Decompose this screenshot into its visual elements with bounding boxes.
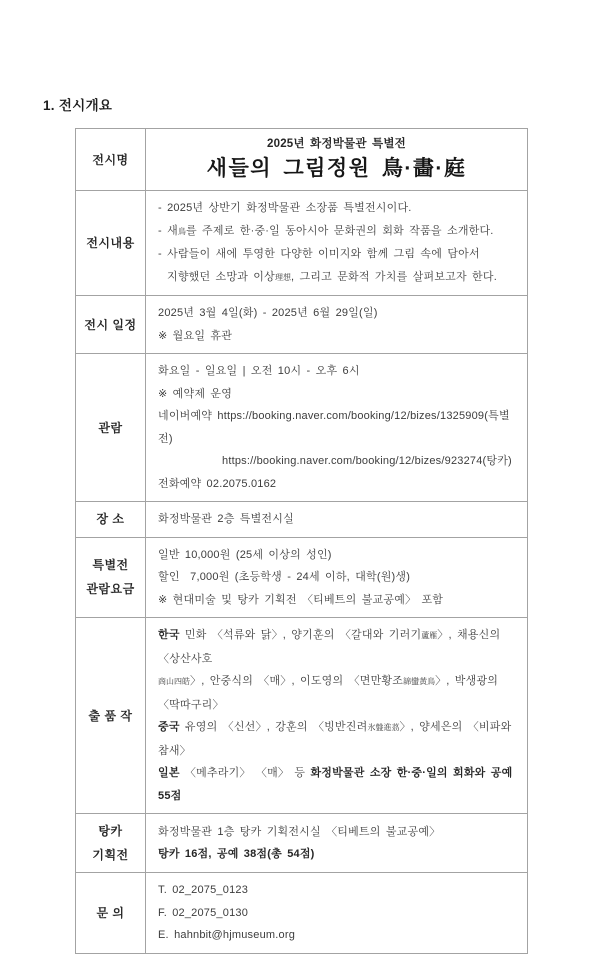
row-content-admission-fee	[146, 538, 527, 618]
text-line	[158, 821, 515, 844]
row-content-exhibition-content	[146, 191, 527, 295]
hanja-annotation: 鳥	[177, 226, 186, 236]
row-label-text: 탕카	[98, 824, 123, 838]
text-line	[158, 197, 515, 220]
row-content-contact	[146, 873, 527, 953]
text-segment: 중국	[158, 721, 180, 733]
row-label-venue	[76, 502, 146, 537]
table-row-exhibited-works	[76, 618, 527, 814]
table-row-exhibition-content	[76, 191, 527, 296]
row-label-text: 관람요금	[86, 582, 135, 597]
text-segment: 한국	[158, 629, 180, 641]
text-line	[158, 566, 515, 589]
row-label-text: 출 품 작	[88, 708, 133, 723]
row-label-text: 장 소	[96, 512, 125, 527]
text-segment: 화정박물관 소장 한·중·일의 회화와 공예 55점	[158, 767, 518, 802]
row-label-admission-fee	[76, 538, 146, 618]
text-segment: 유영의 〈신선〉, 강훈의 〈빙반진려	[179, 721, 368, 733]
row-label-exhibition-content	[76, 191, 146, 295]
text-line	[158, 762, 518, 807]
text-segment: 화정박물관 2층 특별전시실	[158, 513, 294, 525]
text-line	[158, 243, 515, 266]
table-row-viewing-info	[76, 354, 527, 502]
text-segment: 〈메추라기〉 〈매〉 등	[179, 767, 311, 779]
text-segment: 지향했던 소망과 이상	[167, 270, 275, 283]
text-segment: 일본	[158, 767, 180, 779]
text-segment: 〉, 박생광의 〈딱따구리〉	[158, 675, 504, 711]
booking-link-thangka[interactable]: https://booking.naver.com/booking/12/bizes/923274	[222, 455, 483, 467]
text-segment: 할인 7,000원 (초등학생 - 24세 이하, 대학(원)생)	[158, 571, 411, 583]
table-row-contact	[76, 873, 527, 953]
text-line	[158, 879, 515, 902]
text-line	[158, 302, 515, 325]
row-label-text: 전시내용	[86, 236, 135, 250]
row-content-exhibited-works	[146, 618, 527, 813]
text-line	[158, 624, 515, 670]
row-content-exhibition-name	[146, 129, 527, 190]
row-label-exhibition-name	[76, 129, 146, 190]
row-content-venue	[146, 502, 527, 537]
text-segment: ※ 월요일 휴관	[158, 329, 233, 342]
text-segment: 전화예약 02.2075.0162	[158, 477, 277, 490]
text-line	[158, 383, 515, 406]
table-row-admission-fee	[76, 538, 527, 619]
text-segment: 2025년 3월 4일(화) - 2025년 6월 29일(일)	[158, 307, 378, 319]
text-line	[158, 716, 515, 762]
maintitle-line	[158, 154, 515, 184]
row-content-viewing-info	[146, 354, 527, 501]
text-segment: 〉, 안중식의 〈매〉, 이도영의 〈면만황조	[190, 675, 404, 687]
section-heading: 1. 전시개요	[43, 98, 113, 113]
hanja-annotation: 商山四皓	[158, 677, 190, 686]
exhibition-table	[75, 128, 528, 954]
text-line	[158, 405, 515, 450]
text-segment: 탕카 16점, 공예 38점(총 54점)	[158, 848, 315, 860]
row-content-thangka-exhibition	[146, 814, 527, 872]
hanja-annotation: 氷盤進茘	[367, 723, 400, 732]
text-line	[158, 450, 515, 473]
row-label-text: 특별전	[92, 558, 129, 573]
text-segment: 일반 10,000원 (25세 이상의 성인)	[158, 548, 332, 561]
row-label-text: 전시명	[92, 152, 129, 167]
text-segment: E.	[158, 929, 175, 941]
text-line	[158, 220, 515, 244]
text-segment: F. 02_2075_0130	[158, 906, 249, 919]
text-line	[158, 266, 515, 290]
text-segment: ※ 예약제 운영	[158, 387, 233, 400]
text-line	[158, 843, 515, 866]
text-segment: 화정박물관 1층 탕카 기획전시실 〈티베트의 불교공예〉	[158, 825, 441, 838]
row-label-text: 전시 일정	[84, 317, 137, 332]
text-segment: 를 주제로 한·중·일 동아시아 문화권의 회화 작품을 소개한다.	[185, 224, 494, 237]
text-segment: (특별전)	[158, 410, 510, 445]
hanja-annotation: 蘆雁	[421, 631, 438, 640]
text-line	[158, 360, 515, 383]
text-line	[158, 670, 515, 716]
table-row-thangka-exhibition	[76, 814, 527, 873]
booking-link-special[interactable]: https://booking.naver.com/booking/12/bizes/1325909	[217, 410, 485, 422]
text-segment: (탕카)	[482, 455, 512, 467]
text-line	[158, 473, 515, 496]
text-segment: , 그리고 문화적 가치를 살펴보고자 한다.	[290, 270, 497, 283]
text-segment: - 사람들이 새에 투영한 다양한 이미지와 함께 그림 속에 담아서	[158, 248, 480, 260]
table-row-exhibition-schedule	[76, 296, 527, 354]
table-row-venue	[76, 502, 527, 538]
email-link[interactable]: hahnbit@hjmuseum.org	[174, 929, 296, 941]
text-segment: 네이버예약	[158, 410, 218, 422]
text-line	[158, 325, 515, 348]
subtitle-line	[158, 135, 515, 154]
text-segment: - 2025년 상반기 화정박물관 소장품 특별전시이다.	[158, 202, 412, 214]
text-segment: 새들의 그림정원 鳥·畵·庭	[206, 157, 467, 180]
row-label-exhibition-schedule	[76, 296, 146, 353]
text-segment: 〉, 채용신의 〈상산사호	[158, 629, 506, 665]
text-line	[158, 508, 515, 531]
text-segment: 민화 〈석류와 닭〉, 양기훈의 〈갈대와 기러기	[179, 629, 422, 641]
text-line	[158, 924, 515, 947]
text-line	[158, 902, 515, 925]
text-line	[158, 544, 515, 567]
row-label-exhibited-works	[76, 618, 146, 813]
text-segment: - 새	[158, 224, 178, 237]
text-line	[158, 589, 515, 612]
row-label-text: 기획전	[92, 848, 129, 862]
hanja-annotation: 理想	[274, 272, 291, 282]
row-label-text: 관람	[98, 420, 123, 435]
row-label-viewing-info	[76, 354, 146, 501]
text-segment: ※ 현대미술 및 탕카 기획전 〈티베트의 불교공예〉 포함	[158, 593, 444, 606]
text-segment: 〉, 양세은의 〈비파와 참새〉	[158, 721, 517, 757]
row-label-text: 문 의	[96, 905, 125, 920]
text-segment: 2025년 화정박물관 특별전	[267, 138, 406, 150]
row-label-thangka-exhibition	[76, 814, 146, 872]
text-segment: T. 02_2075_0123	[158, 884, 249, 896]
text-segment: 화요일 - 일요일 | 오전 10시 - 오후 6시	[158, 365, 360, 377]
row-content-exhibition-schedule	[146, 296, 527, 353]
table-row-exhibition-name	[76, 129, 527, 191]
hanja-annotation: 綿蠻黃鳥	[403, 677, 436, 686]
row-label-contact	[76, 873, 146, 953]
